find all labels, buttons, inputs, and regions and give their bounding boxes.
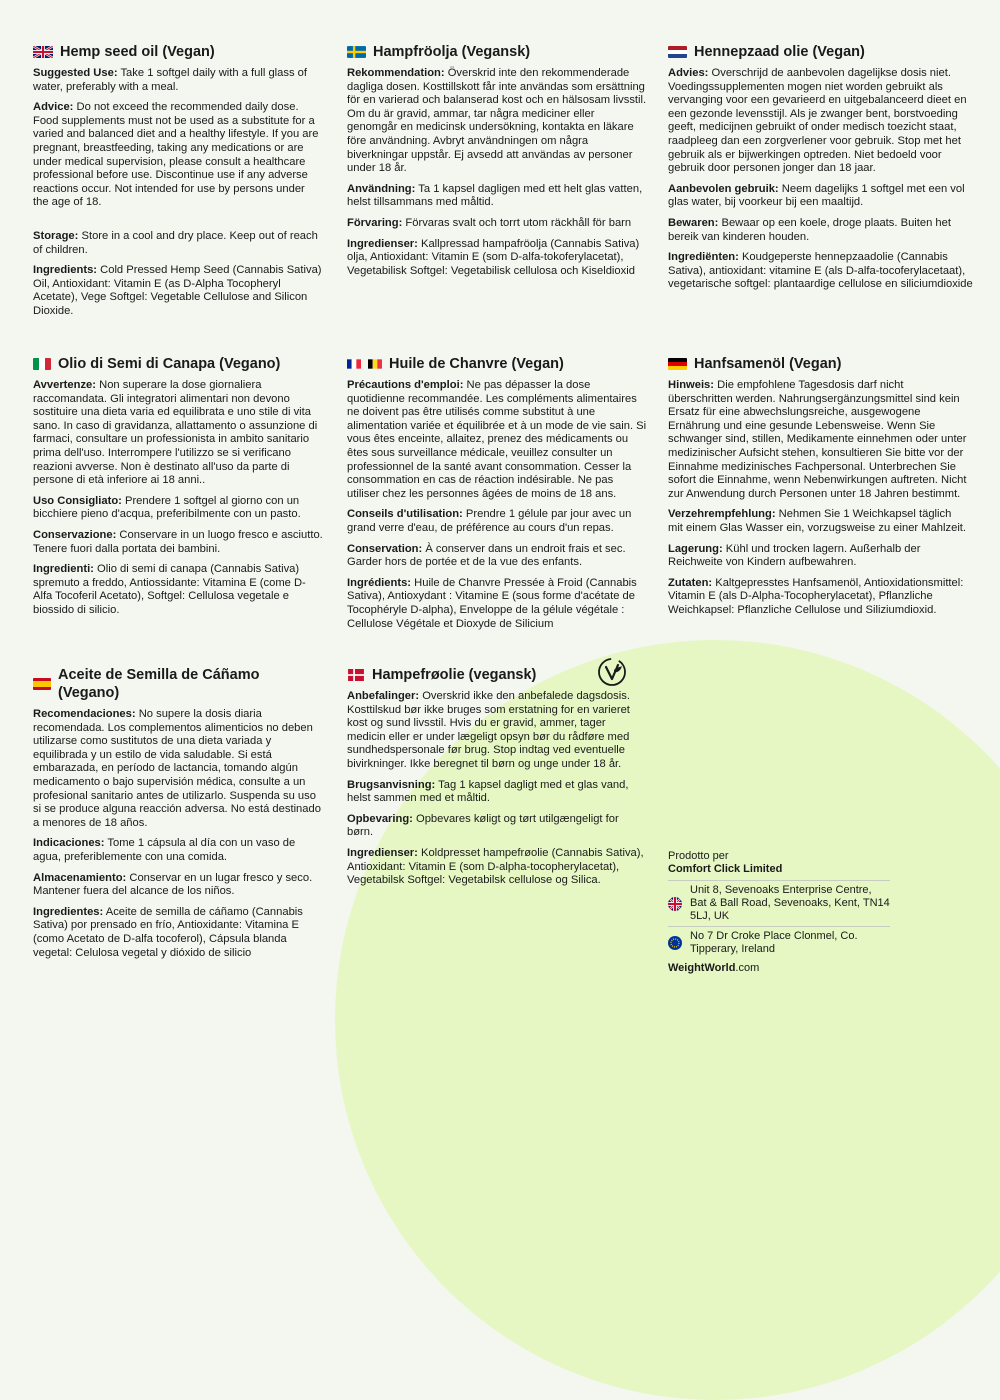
company-name: Comfort Click Limited: [668, 863, 783, 875]
denmark-flag-icon: [347, 669, 365, 681]
france-flag-icon: [347, 358, 361, 370]
section-french: Huile de Chanvre (Vegan) Précautions d'emploi: Ne pas dépasser la dose quotidienne recommandée. Les compléments alimentaires ne doivent pas être utilisés comme substitut à une alimentation variée et équilibrée et à un mode de vie sain. Si vous êtes enceinte, allaitez, prenez des médicaments ou êtes sous surveillance médicale, veuillez consulter un professionnel de la santé avant consommation. Cesser la consommation en cas de réaction indésirable. Ne pas utiliser chez les personnes âgées de moins de 18 ans. Conseils d'utilisation: Prendre 1 gélule par jour avec un grand verre d'eau, de préférence au cours d'un repas. Conservation: À conserver dans un endroit frais et sec. Garder hors de portée et de la vue des enfants. Ingrédients: Huile de Chanvre Pressée à Froid (Cannabis Sativa), Antioxydant : Vitamine E (sous forme d'acétate de Tocophéryle D-alpha), Enveloppe de la gélule végétale : Cellulose Végétale et Dioxyde de Silicium: [347, 356, 647, 630]
column-left: [33, 43, 323, 326]
section-title: Aceite de Semilla de Cáñamo (Vegano): [58, 667, 260, 701]
eu-address-row: [668, 926, 890, 959]
website-link[interactable]: WeightWorld.com: [668, 962, 760, 974]
section-spanish: Aceite de Semilla de Cáñamo (Vegano) Recomendaciones: No supere la dosis diaria recomendada. Los complementos alimenticios no deben utilizarse como sustitutos de una dieta variada y equilibrada y un estilo de vida saludable. Si está embarazada, en período de lactancia, tomando algún medicamento o bajo supervisión médica, consulte a un profesional sanitario antes de utilizarlo. Suspenda su uso si se produce alguna reacción adversa. No está destinado a menores de 18 años. Indicaciones: Tome 1 cápsula al día con un vaso de agua, preferiblemente con una comida. Almacenamiento: Conservar en un lugar fresco y seco. Mantener fuera del alcance de los niños. Ingredientes: Aceite de semilla de cáñamo (Cannabis Sativa) por prensado en frío, Antioxidante: Vitamina E (como Acetato de D-alfa tocoferol), Cápsula blanda vegetal: Celulosa vegetal y dióxido de silicio: [33, 666, 323, 967]
section-title: Hemp seed oil (Vegan): [60, 44, 215, 60]
vegan-leaf-icon: [597, 657, 627, 692]
section-english: Hemp seed oil (Vegan) Suggested Use: Take 1 softgel daily with a full glass of water, preferably with a meal. Advice: Do not exceed the recommended daily dose. Food supplements must not be used as a substitute for a varied and balanced diet and a healthy lifestyle. If you are pregnant, breastfeeding, taking any medications or are under medical supervision, please consult a healthcare professional before use. Discontinue use if any adverse reactions occur. Not intended for use by persons under the age of 18. Storage: Store in a cool and dry place. Keep out of reach of children. Ingredients: Cold Pressed Hemp Seed (Cannabis Sativa) Oil, Antioxidant: Vitamin E (as D-Alpha Tocopheryl Acetate), Vege Softgel: Vegetable Cellulose and Silicon Dioxide.: [33, 44, 322, 317]
italy-flag-icon: [33, 358, 51, 370]
produced-for-label: Prodotto per: [668, 850, 729, 862]
section-dutch: Hennepzaad olie (Vegan) Advies: Overschrijd de aanbevolen dagelijkse dosis niet. Voedingssupplementen mogen niet worden gebruikt als vervanging voor een gevarieerd en uitgebalanceerd dieet en een gezonde levensstijl. Als je zwanger bent, borstvoeding geeft, medicijnen gebruikt of onder medisch toezicht staat, raadpleeg dan een zorgverlener voor gebruik. Stop met het gebruik als er bijwerkingen optreden. Niet bedoeld voor gebruik door personen jonger dan 18 jaar. Aanbevolen gebruik: Neem dagelijks 1 softgel met een vol glas water, bij voorkeur bij een maaltijd. Bewaren: Bewaar op een koele, droge plaats. Buiten het bereik van kinderen houden. Ingrediënten: Koudgeperste hennepzaadolie (Cannabis Sativa), antioxidant: vitamine E (als D-alfa-tocoferylacetaat), vegetarische softgel: plantaardige cellulose en siliciumdioxide: [668, 44, 973, 291]
section-danish: Hampefrøolie (vegansk) Anbefalinger: Overskrid ikke den anbefalede dagsdosis. Kosttilskud bør ikke bruges som erstatning for en varieret kost og sund livsstil. Hvis du er gravid, ammer, tager medicin eller er under lægeligt opsyn bør du rådføre med sundhedspersonale før brug. Stop indtag ved eventuelle bivirkninger. Ikke beregnet til børn og unge under 18 år. Brugsanvisning: Tag 1 kapsel dagligt med et glas vand, helst sammen med et måltid. Opbevaring: Opbevares køligt og tørt utilgængeligt for børn. Ingredienser: Koldpresset hampefrøolie (Cannabis Sativa), Antioxidant: Vitamin E (som D-alpha-tocopherylacetat), Vegetabilsk Softgel: Vegetabilsk cellulose og Silica.: [347, 667, 644, 887]
eu-flag-icon: [668, 936, 682, 950]
eu-address: No 7 Dr Croke Place Clonmel, Co. Tipperary, Ireland: [690, 930, 858, 955]
uk-address: Unit 8, Sevenoaks Enterprise Centre, Bat & Ball Road, Sevenoaks, Kent, TN14 5LJ, UK: [690, 884, 890, 922]
section-german: Hanfsamenöl (Vegan) Hinweis: Die empfohlene Tagesdosis darf nicht überschritten werden. Nahrungsergänzungsmittel sind kein Ersatz für eine abwechslungsreiche, ausgewogene Ernährung und eine gesunde Lebensweise. Wenn Sie schwanger sind, stillen, Medikamente einnehmen oder unter medizinischer Aufsicht stehen, konsultieren Sie bitte vor der Einnahme medizinisches Fachpersonal. Unterbrechen Sie sofort die Einnahme, wenn Nebenwirkungen auftreten. Nicht zur Anwendung durch Personen unter 18 Jahren bestimmt. Verzehrempfehlung: Nehmen Sie 1 Weichkapsel täglich mit einem Glas Wasser ein, vorzugsweise zu einer Mahlzeit. Lagerung: Kühl und trocken lagern. Außerhalb der Reichweite von Kindern aufbewahren. Zutaten: Kaltgepresstes Hanfsamenöl, Antioxidationsmittel: Vitamin E (als D-Alpha-Tocopherylacetat), Pflanzliche Weichkapsel: Pflanzliche Cellulose und Siliziumdioxid.: [668, 356, 967, 616]
belgium-flag-icon: [368, 358, 382, 370]
section-italian: Olio di Semi di Canapa (Vegano) Avvertenze: Non superare la dose giornaliera raccomandata. Gli integratori alimentari non devono sostituire una dieta varia ed equilibrata e uno stile di vita sano. In caso di gravidanza, allattamento o assunzione di farmaci, consultare un professionista in ambito sanitario prima dell'uso. Interrompere l'utilizzo se si verificano reazioni avverse. Non è destinato all'uso da parte di persone di età inferiore ai 18 anni.. Uso Consigliato: Prendere 1 softgel al giorno con un bicchiere pieno d'acqua, preferibilmente con un pasto. Conservazione: Conservare in un luogo fresco e asciutto. Tenere fuori dalla portata dei bambini. Ingredienti: Olio di semi di canapa (Cannabis Sativa) spremuto a freddo, Antiossidante: Vitamina E (come D-Alfa Tocoferil Acetato), Softgel: Cellulosa vegetale e biossido di silicio.: [33, 356, 323, 616]
section-swedish: Hampfröolja (Vegansk) Rekommendation: Överskrid inte den rekommenderade dagliga dosen. Kosttillskott får inte användas som ersättning för en varierad och balanserad kost och en hälsosam livsstil. Om du är gravid, ammar, tar några mediciner eller genomgår en medicinsk undersökning, kontakta en läkare före användning. Avbryt användningen om några biverkningar uppstår. Ej avsedd att användas av personer under 18 år. Användning: Ta 1 kapsel dagligen med ett helt glas vatten, helst tillsammans med måltid. Förvaring: Förvaras svalt och torrt utom räckhåll för barn Ingredienser: Kallpressad hampafröolja (Cannabis Sativa) olja, Antioxidant: Vitamin E (som D-alfa-tokoferylacetat), Vegetabilisk Softgel: Vegetabilisk cellulosa och Kiseldioxid: [347, 44, 647, 277]
manufacturer-info: [668, 850, 890, 975]
section-title: Olio di Semi di Canapa (Vegano): [58, 356, 281, 372]
section-title: Hampfröolja (Vegansk): [373, 44, 531, 60]
section-title: Hennepzaad olie (Vegan): [694, 44, 865, 60]
netherlands-flag-icon: [668, 46, 687, 58]
uk-flag-icon: [668, 897, 682, 911]
spain-flag-icon: [33, 678, 51, 690]
section-title: Huile de Chanvre (Vegan): [389, 356, 564, 372]
section-title: Hampefrøolie (vegansk): [372, 667, 537, 683]
sweden-flag-icon: [347, 46, 366, 58]
section-title: Hanfsamenöl (Vegan): [694, 356, 842, 372]
uk-flag-icon: [33, 46, 53, 58]
germany-flag-icon: [668, 358, 687, 370]
uk-address-row: [668, 880, 890, 926]
